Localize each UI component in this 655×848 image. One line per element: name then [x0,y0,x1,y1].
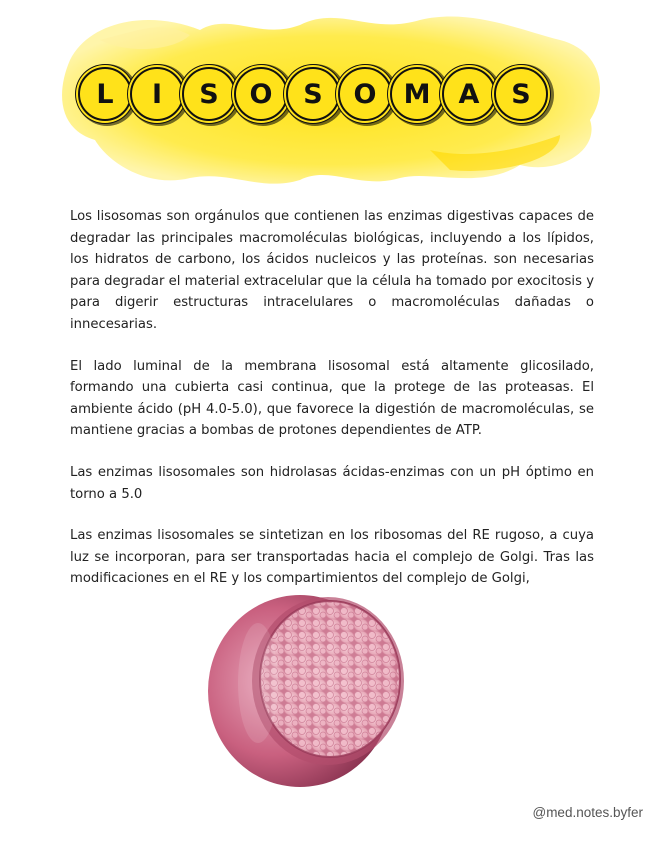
title-letter: S [286,67,340,121]
paragraph: Las enzimas lisosomales se sintetizan en los ribosomas del RE rugoso, a cuya luz se incorporan, para ser transportadas hacia el complejo de Golgi. Tras las modificaciones en el RE y los compartimientos del complejo de Golgi, [70,528,594,587]
body-text [70,206,594,610]
page-title [78,64,546,124]
title-letter: S [182,67,236,121]
paragraph: El lado luminal de la membrana lisosomal está altamente glicosilado, formando una cubierta casi continua, que la protege de las proteasas. El ambiente ácido (pH 4.0-5.0), que favorece la digestión de macromoléculas, se mantiene gracias a bombas de protones dependientes de ATP. [70,358,594,439]
paragraph: Las enzimas lisosomales son hidrolasas ácidas-enzimas con un pH óptimo en torno a 5.0 [70,464,594,502]
author-credit: @med.notes.byfer [532,805,643,820]
title-letter: O [338,67,392,121]
title-letter: L [78,67,132,121]
lysosome-illustration [200,583,420,793]
title-letter: I [130,67,184,121]
paragraph: Los lisosomas son orgánulos que contienen las enzimas digestivas capaces de degradar las principales macromoléculas biológicas, incluyendo a los lípidos, los hidratos de carbono, los ácidos nucleicos y las proteínas. son necesarias para degradar el material extracelular que la célula ha tomado por exocitosis y para digerir estructuras intracelulares o macromoléculas dañadas o innecesarias. [70,209,594,332]
header [0,0,655,200]
title-letter: A [442,67,496,121]
title-letter: M [390,67,444,121]
title-letter: O [234,67,288,121]
title-letter: S [494,67,548,121]
